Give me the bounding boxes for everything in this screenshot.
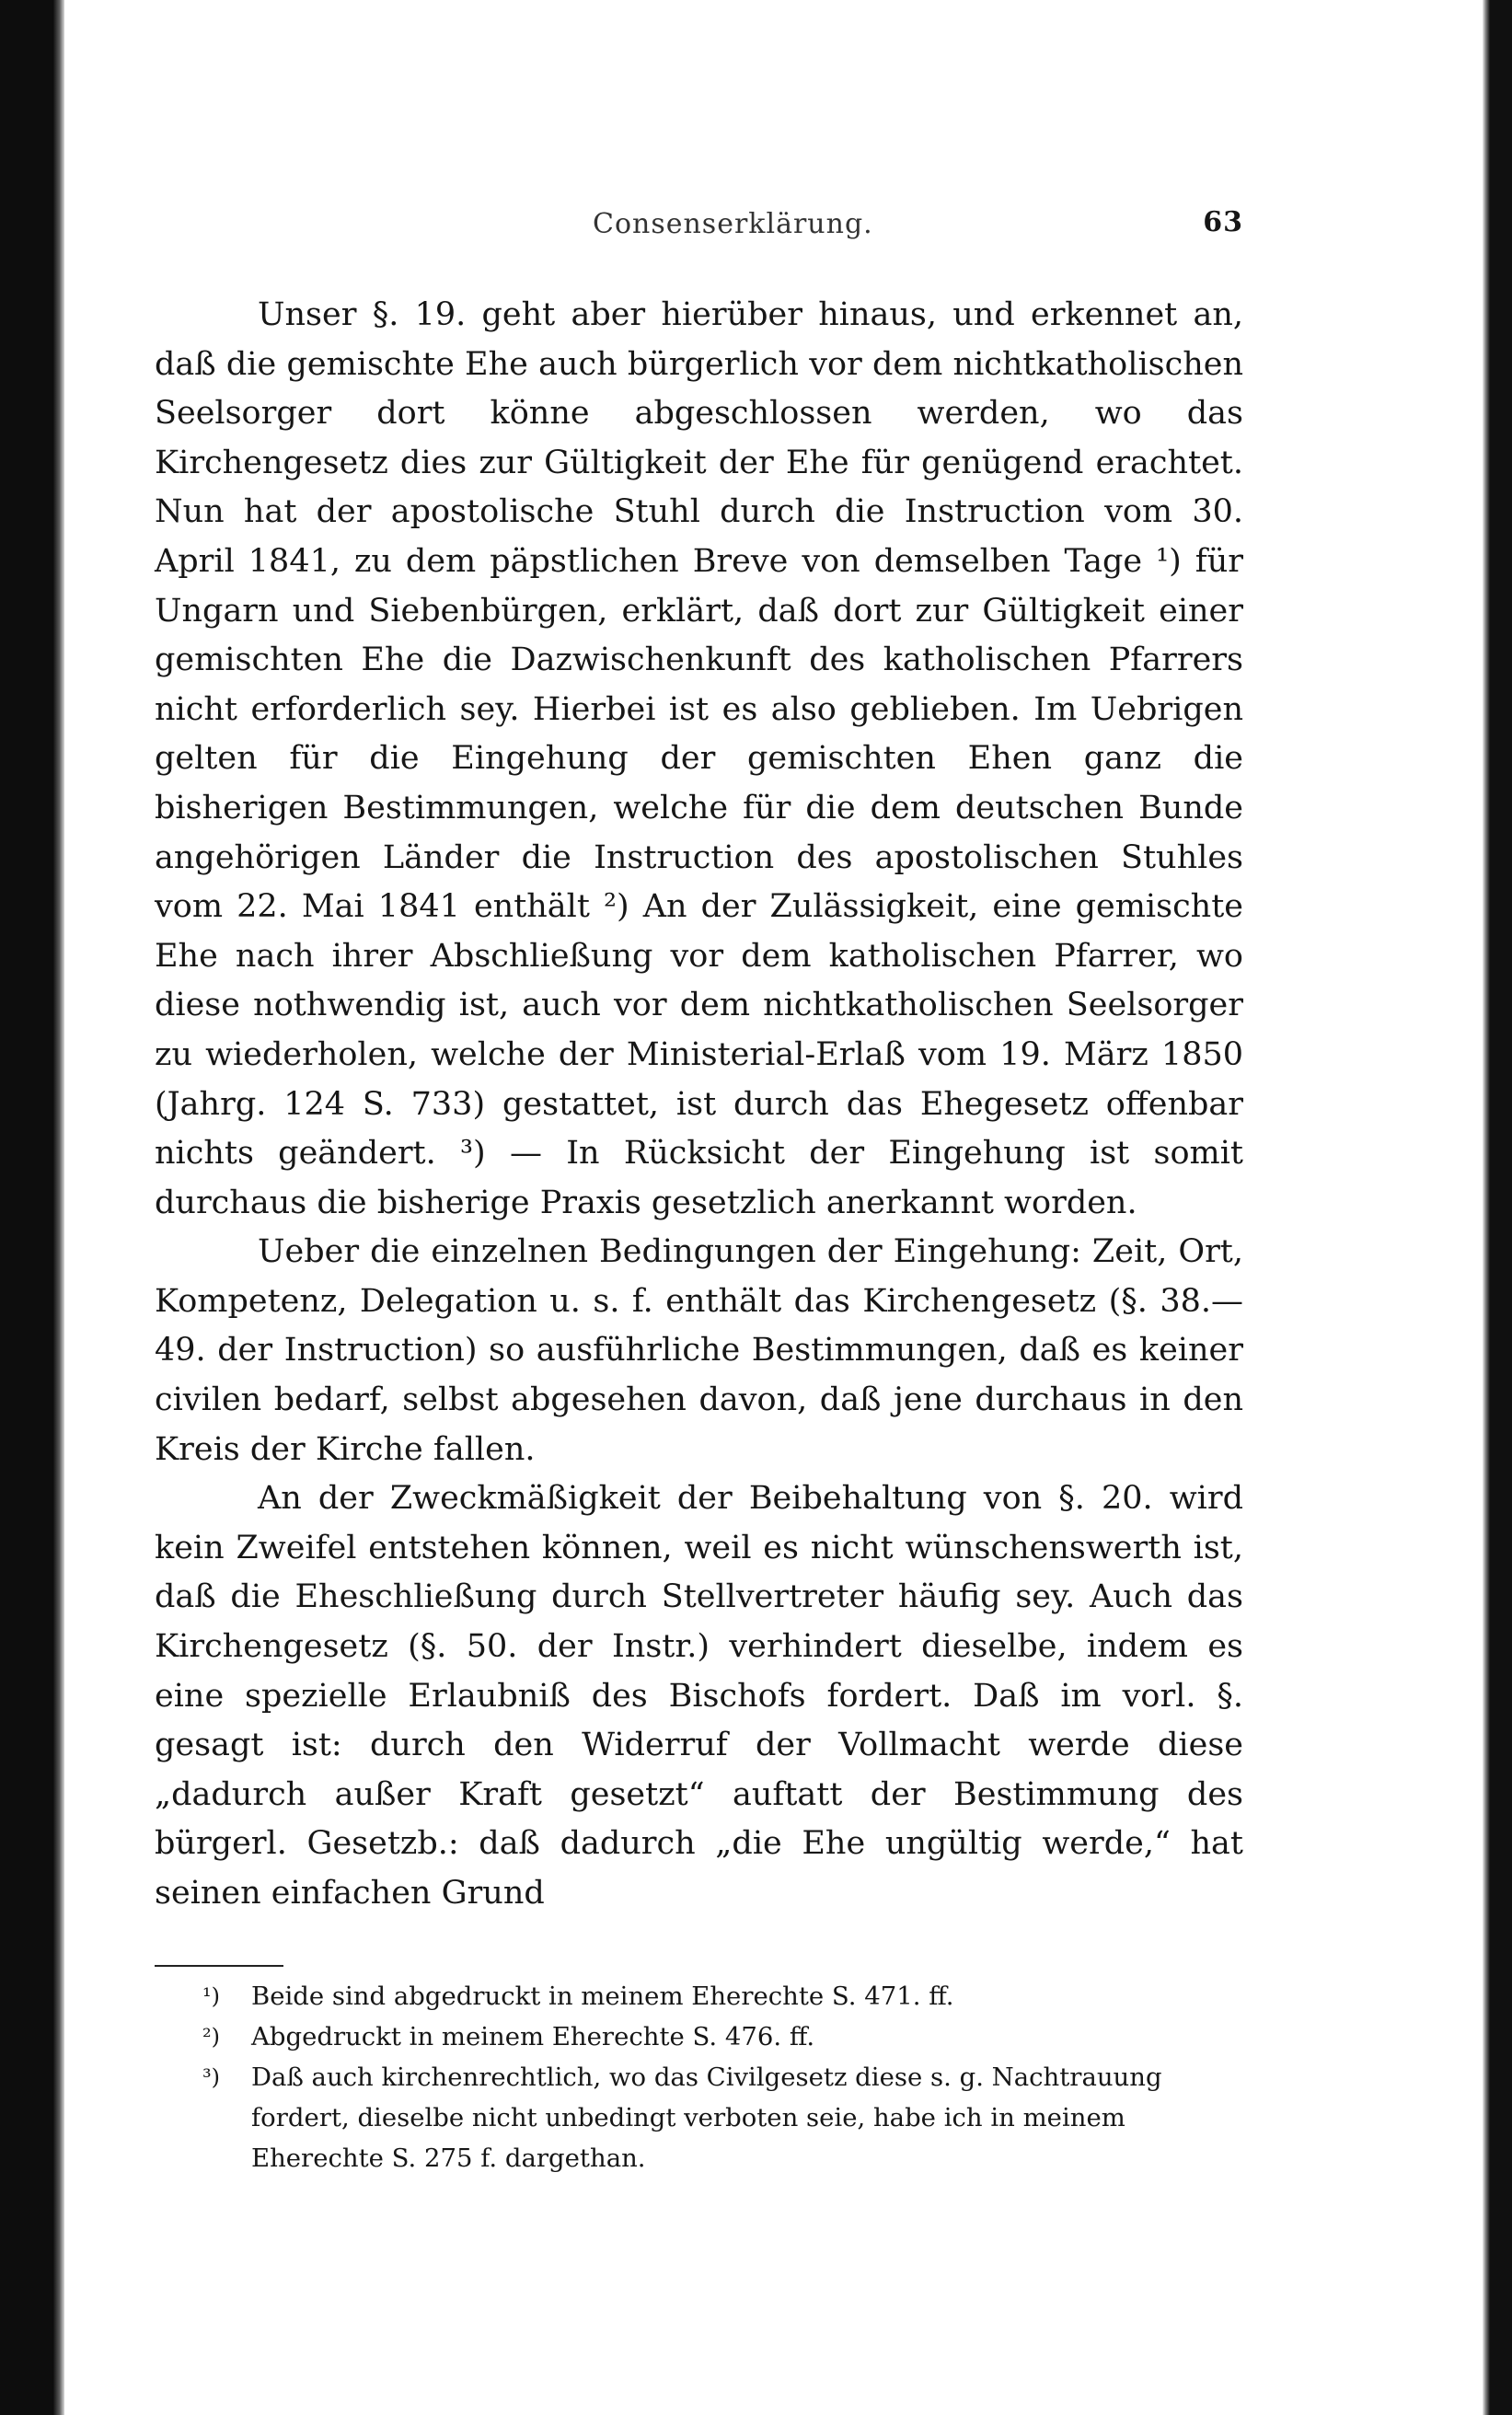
page-number: 63 [1203, 206, 1243, 238]
footnotes [155, 1965, 1243, 2178]
footnote [155, 2057, 1243, 2178]
page-edge-shadow-right [1483, 0, 1490, 2415]
footnote-text: Daß auch kirchenrechtlich, wo das Civilgesetz diese s. g. Nachtrauung fordert, dieselbe nicht unbedingt verboten seie, habe ich in meinem Eherechte S. 275 f. dargethan. [251, 2062, 1162, 2173]
footnote-marker: ²) [202, 2023, 220, 2050]
running-title: Consenserklärung. [593, 208, 873, 240]
footnote [155, 2016, 1243, 2057]
main-text [155, 291, 1243, 1919]
page-edge-shadow-left [53, 0, 64, 2415]
footnote-separator [155, 1965, 283, 1967]
footnote-text: Abgedruckt in meinem Eherechte S. 476. ff. [251, 2021, 815, 2051]
footnote-marker: ³) [202, 2063, 220, 2090]
scan-border-right [1486, 0, 1512, 2415]
footnote-text: Beide sind abgedruckt in meinem Eherechte S. 471. ff. [251, 1981, 954, 2011]
footnote [155, 1976, 1243, 2016]
book-page [155, 204, 1243, 2178]
footnote-marker: ¹) [202, 1982, 220, 2009]
paragraph: Ueber die einzelnen Bedingungen der Eingehung: Zeit, Ort, Kompetenz, Delegation u. s. f. enthält das Kirchengesetz (§. 38.—49. der Instruction) so ausführliche Bestimmungen, daß es keiner civilen bedarf, selbst abgesehen davon, daß jene durchaus in den Kreis der Kirche fallen. [155, 1233, 1243, 1468]
paragraph: An der Zweckmäßigkeit der Beibehaltung von §. 20. wird kein Zweifel entstehen können, weil es nicht wünschenswerth ist, daß die Eheschließung durch Stellvertreter häufig sey. Auch das Kirchengesetz (§. 50. der Instr.) verhindert dieselbe, indem es eine spezielle Erlaubniß des Bischofs fordert. Daß im vorl. §. gesagt ist: durch den Widerruf der Vollmacht werde diese „dadurch außer Kraft gesetzt“ auftatt der Bestimmung des bürgerl. Gesetzb.: daß dadurch „die Ehe ungültig werde,“ hat seinen einfachen Grund [155, 1480, 1243, 1912]
paragraph: Unser §. 19. geht aber hierüber hinaus, und erkennet an, daß die gemischte Ehe auch bürgerlich vor dem nichtkatholischen Seelsorger dort könne abgeschlossen werden, wo das Kirchengesetz dies zur Gültigkeit der Ehe für genügend erachtet. Nun hat der apostolische Stuhl durch die Instruction vom 30. April 1841, zu dem päpstlichen Breve von demselben Tage ¹) für Ungarn und Siebenbürgen, erklärt, daß dort zur Gültigkeit einer gemischten Ehe die Dazwischenkunft des katholischen Pfarrers nicht erforderlich sey. Hierbei ist es also geblieben. Im Uebrigen gelten für die Eingehung der gemischten Ehen ganz die bisherigen Bestimmungen, welche für die dem deutschen Bunde angehörigen Länder die Instruction des apostolischen Stuhles vom 22. Mai 1841 enthält ²) An der Zulässigkeit, eine gemischte Ehe nach ihrer Abschließung vor dem katholischen Pfarrer, wo diese nothwendig ist, auch vor dem nichtkatholischen Seelsorger zu wiederholen, welche der Ministerial-Erlaß vom 19. März 1850 (Jahrg. 124 S. 733) gestattet, ist durch das Ehegesetz offenbar nichts geändert. ³) — In Rücksicht der Eingehung ist somit durchaus die bisherige Praxis gesetzlich anerkannt worden. [155, 296, 1243, 1221]
page-header [155, 204, 1243, 247]
